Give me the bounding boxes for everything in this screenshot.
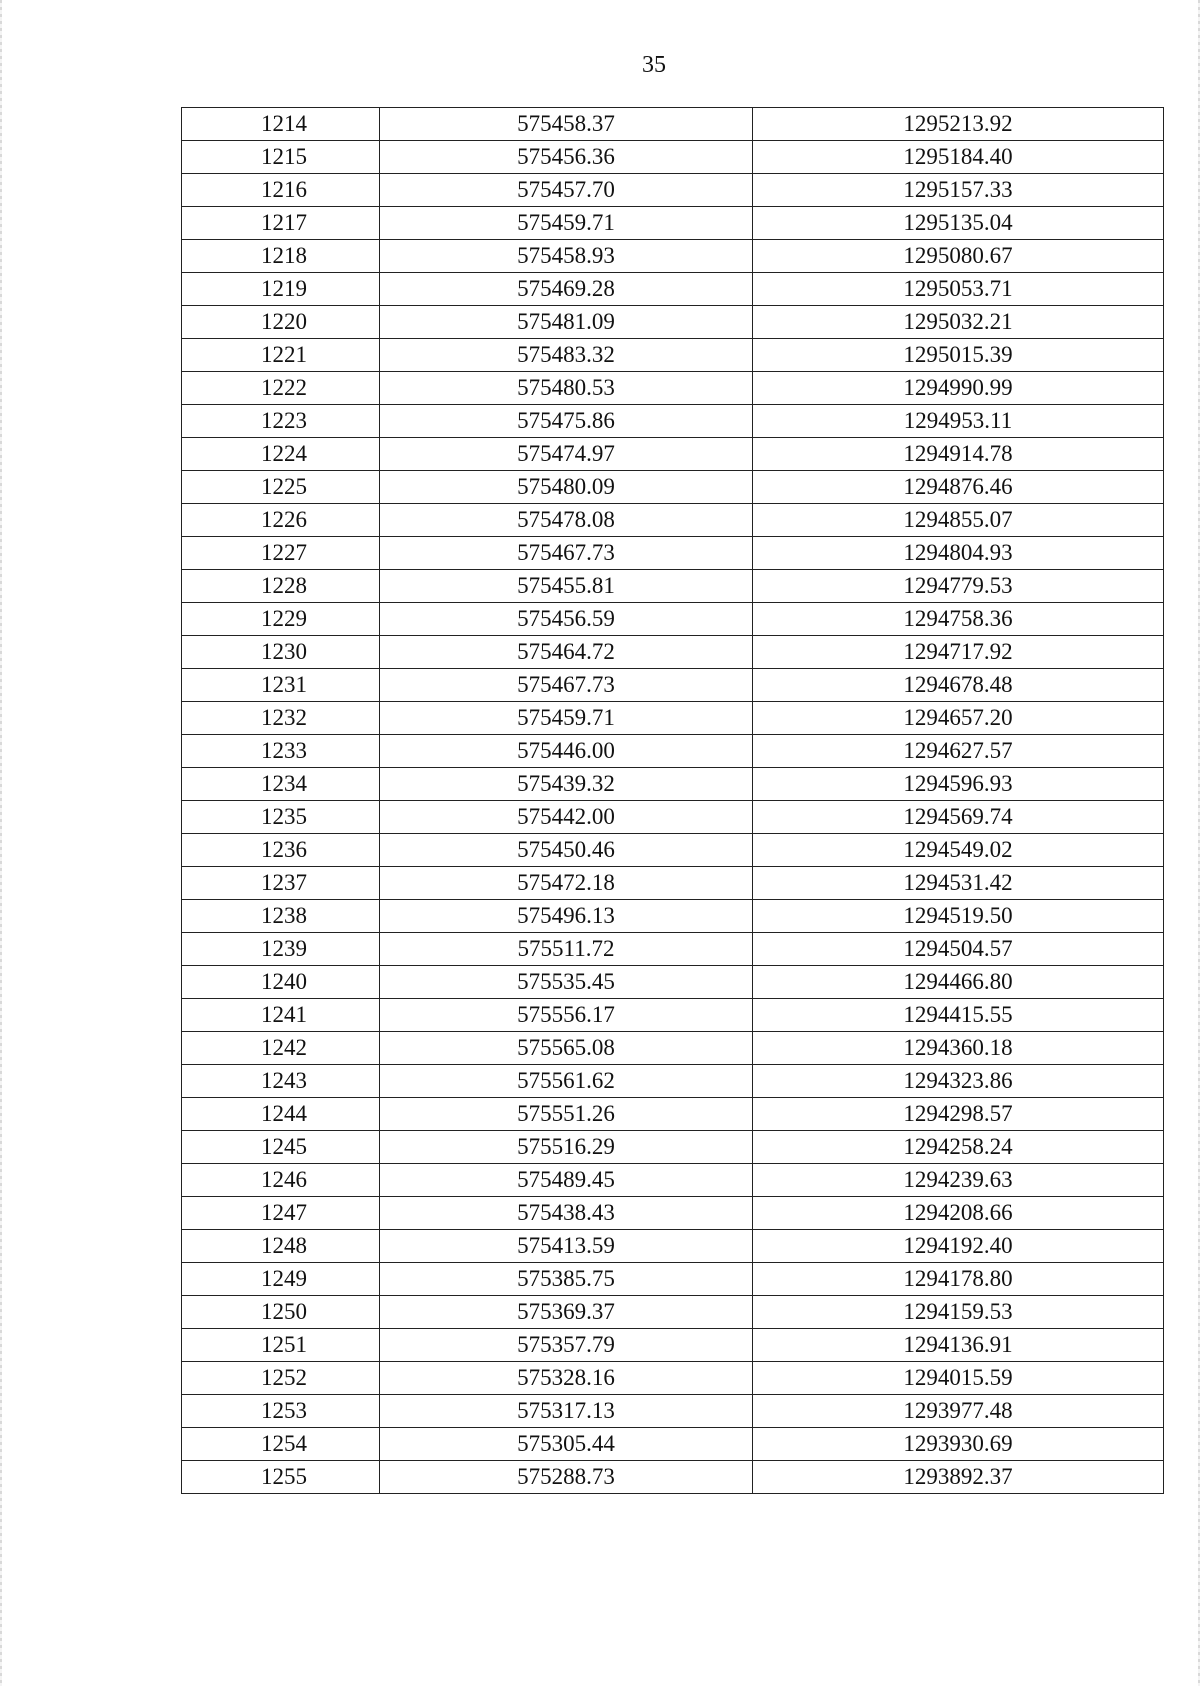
x-coordinate-cell: 575464.72 xyxy=(380,636,753,669)
point-number-cell: 1232 xyxy=(182,702,380,735)
page-number: 35 xyxy=(642,52,666,78)
point-number-cell: 1234 xyxy=(182,768,380,801)
table-row xyxy=(182,1428,1164,1461)
y-coordinate-cell: 1295015.39 xyxy=(753,339,1164,372)
table-row xyxy=(182,339,1164,372)
x-coordinate-cell: 575305.44 xyxy=(380,1428,753,1461)
y-coordinate-cell: 1294678.48 xyxy=(753,669,1164,702)
scan-edge-left xyxy=(0,0,2,1686)
y-coordinate-cell: 1294466.80 xyxy=(753,966,1164,999)
x-coordinate-cell: 575458.37 xyxy=(380,108,753,141)
table-row xyxy=(182,1230,1164,1263)
point-number-cell: 1243 xyxy=(182,1065,380,1098)
point-number-cell: 1225 xyxy=(182,471,380,504)
point-number-cell: 1250 xyxy=(182,1296,380,1329)
x-coordinate-cell: 575458.93 xyxy=(380,240,753,273)
x-coordinate-cell: 575474.97 xyxy=(380,438,753,471)
y-coordinate-cell: 1294876.46 xyxy=(753,471,1164,504)
x-coordinate-cell: 575480.09 xyxy=(380,471,753,504)
y-coordinate-cell: 1295032.21 xyxy=(753,306,1164,339)
point-number-cell: 1240 xyxy=(182,966,380,999)
y-coordinate-cell: 1295135.04 xyxy=(753,207,1164,240)
table-row xyxy=(182,966,1164,999)
y-coordinate-cell: 1294990.99 xyxy=(753,372,1164,405)
point-number-cell: 1254 xyxy=(182,1428,380,1461)
table-row xyxy=(182,438,1164,471)
point-number-cell: 1246 xyxy=(182,1164,380,1197)
table-row xyxy=(182,108,1164,141)
point-number-cell: 1223 xyxy=(182,405,380,438)
table-row xyxy=(182,1131,1164,1164)
point-number-cell: 1245 xyxy=(182,1131,380,1164)
x-coordinate-cell: 575489.45 xyxy=(380,1164,753,1197)
table-row xyxy=(182,801,1164,834)
table-row xyxy=(182,1164,1164,1197)
table-row xyxy=(182,867,1164,900)
point-number-cell: 1251 xyxy=(182,1329,380,1362)
table-row xyxy=(182,306,1164,339)
point-number-cell: 1239 xyxy=(182,933,380,966)
y-coordinate-cell: 1295213.92 xyxy=(753,108,1164,141)
y-coordinate-cell: 1294569.74 xyxy=(753,801,1164,834)
y-coordinate-cell: 1294779.53 xyxy=(753,570,1164,603)
point-number-cell: 1230 xyxy=(182,636,380,669)
point-number-cell: 1253 xyxy=(182,1395,380,1428)
point-number-cell: 1218 xyxy=(182,240,380,273)
table-row xyxy=(182,1395,1164,1428)
x-coordinate-cell: 575457.70 xyxy=(380,174,753,207)
point-number-cell: 1216 xyxy=(182,174,380,207)
y-coordinate-cell: 1295157.33 xyxy=(753,174,1164,207)
x-coordinate-cell: 575438.43 xyxy=(380,1197,753,1230)
y-coordinate-cell: 1293930.69 xyxy=(753,1428,1164,1461)
y-coordinate-cell: 1294531.42 xyxy=(753,867,1164,900)
table-row xyxy=(182,735,1164,768)
x-coordinate-cell: 575561.62 xyxy=(380,1065,753,1098)
table-row xyxy=(182,1362,1164,1395)
x-coordinate-cell: 575456.59 xyxy=(380,603,753,636)
x-coordinate-cell: 575317.13 xyxy=(380,1395,753,1428)
x-coordinate-cell: 575480.53 xyxy=(380,372,753,405)
x-coordinate-cell: 575469.28 xyxy=(380,273,753,306)
table-row xyxy=(182,1065,1164,1098)
table-row xyxy=(182,1296,1164,1329)
x-coordinate-cell: 575369.37 xyxy=(380,1296,753,1329)
y-coordinate-cell: 1295053.71 xyxy=(753,273,1164,306)
x-coordinate-cell: 575455.81 xyxy=(380,570,753,603)
point-number-cell: 1248 xyxy=(182,1230,380,1263)
y-coordinate-cell: 1294717.92 xyxy=(753,636,1164,669)
y-coordinate-cell: 1294178.80 xyxy=(753,1263,1164,1296)
point-number-cell: 1224 xyxy=(182,438,380,471)
point-number-cell: 1222 xyxy=(182,372,380,405)
y-coordinate-cell: 1294914.78 xyxy=(753,438,1164,471)
table-row xyxy=(182,1263,1164,1296)
y-coordinate-cell: 1295184.40 xyxy=(753,141,1164,174)
table-row xyxy=(182,504,1164,537)
y-coordinate-cell: 1294136.91 xyxy=(753,1329,1164,1362)
table-row xyxy=(182,207,1164,240)
point-number-cell: 1231 xyxy=(182,669,380,702)
point-number-cell: 1242 xyxy=(182,1032,380,1065)
point-number-cell: 1238 xyxy=(182,900,380,933)
point-number-cell: 1235 xyxy=(182,801,380,834)
y-coordinate-cell: 1294519.50 xyxy=(753,900,1164,933)
point-number-cell: 1214 xyxy=(182,108,380,141)
x-coordinate-cell: 575442.00 xyxy=(380,801,753,834)
x-coordinate-cell: 575565.08 xyxy=(380,1032,753,1065)
point-number-cell: 1217 xyxy=(182,207,380,240)
x-coordinate-cell: 575288.73 xyxy=(380,1461,753,1494)
y-coordinate-cell: 1294504.57 xyxy=(753,933,1164,966)
point-number-cell: 1228 xyxy=(182,570,380,603)
x-coordinate-cell: 575556.17 xyxy=(380,999,753,1032)
x-coordinate-cell: 575481.09 xyxy=(380,306,753,339)
point-number-cell: 1241 xyxy=(182,999,380,1032)
y-coordinate-cell: 1294657.20 xyxy=(753,702,1164,735)
point-number-cell: 1249 xyxy=(182,1263,380,1296)
table-row xyxy=(182,1461,1164,1494)
y-coordinate-cell: 1293892.37 xyxy=(753,1461,1164,1494)
table-row xyxy=(182,570,1164,603)
table-row xyxy=(182,603,1164,636)
point-number-cell: 1215 xyxy=(182,141,380,174)
point-number-cell: 1236 xyxy=(182,834,380,867)
y-coordinate-cell: 1294627.57 xyxy=(753,735,1164,768)
table-row xyxy=(182,1098,1164,1131)
table-row xyxy=(182,1032,1164,1065)
x-coordinate-cell: 575328.16 xyxy=(380,1362,753,1395)
table-row xyxy=(182,537,1164,570)
table-row xyxy=(182,999,1164,1032)
y-coordinate-cell: 1294953.11 xyxy=(753,405,1164,438)
y-coordinate-cell: 1294855.07 xyxy=(753,504,1164,537)
x-coordinate-cell: 575459.71 xyxy=(380,207,753,240)
x-coordinate-cell: 575413.59 xyxy=(380,1230,753,1263)
x-coordinate-cell: 575450.46 xyxy=(380,834,753,867)
point-number-cell: 1226 xyxy=(182,504,380,537)
y-coordinate-cell: 1294804.93 xyxy=(753,537,1164,570)
x-coordinate-cell: 575475.86 xyxy=(380,405,753,438)
table-row xyxy=(182,834,1164,867)
table-row xyxy=(182,768,1164,801)
table-row xyxy=(182,405,1164,438)
point-number-cell: 1252 xyxy=(182,1362,380,1395)
table-row xyxy=(182,174,1164,207)
y-coordinate-cell: 1294415.55 xyxy=(753,999,1164,1032)
x-coordinate-cell: 575439.32 xyxy=(380,768,753,801)
y-coordinate-cell: 1294360.18 xyxy=(753,1032,1164,1065)
x-coordinate-cell: 575456.36 xyxy=(380,141,753,174)
point-number-cell: 1233 xyxy=(182,735,380,768)
x-coordinate-cell: 575472.18 xyxy=(380,867,753,900)
y-coordinate-cell: 1294323.86 xyxy=(753,1065,1164,1098)
x-coordinate-cell: 575496.13 xyxy=(380,900,753,933)
x-coordinate-cell: 575535.45 xyxy=(380,966,753,999)
x-coordinate-cell: 575516.29 xyxy=(380,1131,753,1164)
point-number-cell: 1229 xyxy=(182,603,380,636)
x-coordinate-cell: 575467.73 xyxy=(380,537,753,570)
table-row xyxy=(182,1197,1164,1230)
table-row xyxy=(182,141,1164,174)
point-number-cell: 1219 xyxy=(182,273,380,306)
table-row xyxy=(182,636,1164,669)
x-coordinate-cell: 575385.75 xyxy=(380,1263,753,1296)
table-row xyxy=(182,240,1164,273)
table-row xyxy=(182,273,1164,306)
y-coordinate-cell: 1294159.53 xyxy=(753,1296,1164,1329)
table-row xyxy=(182,669,1164,702)
point-number-cell: 1227 xyxy=(182,537,380,570)
x-coordinate-cell: 575459.71 xyxy=(380,702,753,735)
coordinates-table xyxy=(181,107,1164,1494)
y-coordinate-cell: 1294015.59 xyxy=(753,1362,1164,1395)
y-coordinate-cell: 1294549.02 xyxy=(753,834,1164,867)
point-number-cell: 1220 xyxy=(182,306,380,339)
table-row xyxy=(182,471,1164,504)
x-coordinate-cell: 575551.26 xyxy=(380,1098,753,1131)
y-coordinate-cell: 1294258.24 xyxy=(753,1131,1164,1164)
point-number-cell: 1221 xyxy=(182,339,380,372)
point-number-cell: 1244 xyxy=(182,1098,380,1131)
point-number-cell: 1247 xyxy=(182,1197,380,1230)
x-coordinate-cell: 575446.00 xyxy=(380,735,753,768)
y-coordinate-cell: 1294208.66 xyxy=(753,1197,1164,1230)
y-coordinate-cell: 1294596.93 xyxy=(753,768,1164,801)
x-coordinate-cell: 575511.72 xyxy=(380,933,753,966)
table-row xyxy=(182,900,1164,933)
y-coordinate-cell: 1294239.63 xyxy=(753,1164,1164,1197)
point-number-cell: 1255 xyxy=(182,1461,380,1494)
x-coordinate-cell: 575483.32 xyxy=(380,339,753,372)
y-coordinate-cell: 1293977.48 xyxy=(753,1395,1164,1428)
x-coordinate-cell: 575478.08 xyxy=(380,504,753,537)
point-number-cell: 1237 xyxy=(182,867,380,900)
table-row xyxy=(182,702,1164,735)
y-coordinate-cell: 1294298.57 xyxy=(753,1098,1164,1131)
table-row xyxy=(182,1329,1164,1362)
y-coordinate-cell: 1294192.40 xyxy=(753,1230,1164,1263)
coordinates-table-body xyxy=(182,108,1164,1494)
y-coordinate-cell: 1295080.67 xyxy=(753,240,1164,273)
table-row xyxy=(182,372,1164,405)
x-coordinate-cell: 575357.79 xyxy=(380,1329,753,1362)
y-coordinate-cell: 1294758.36 xyxy=(753,603,1164,636)
x-coordinate-cell: 575467.73 xyxy=(380,669,753,702)
table-row xyxy=(182,933,1164,966)
